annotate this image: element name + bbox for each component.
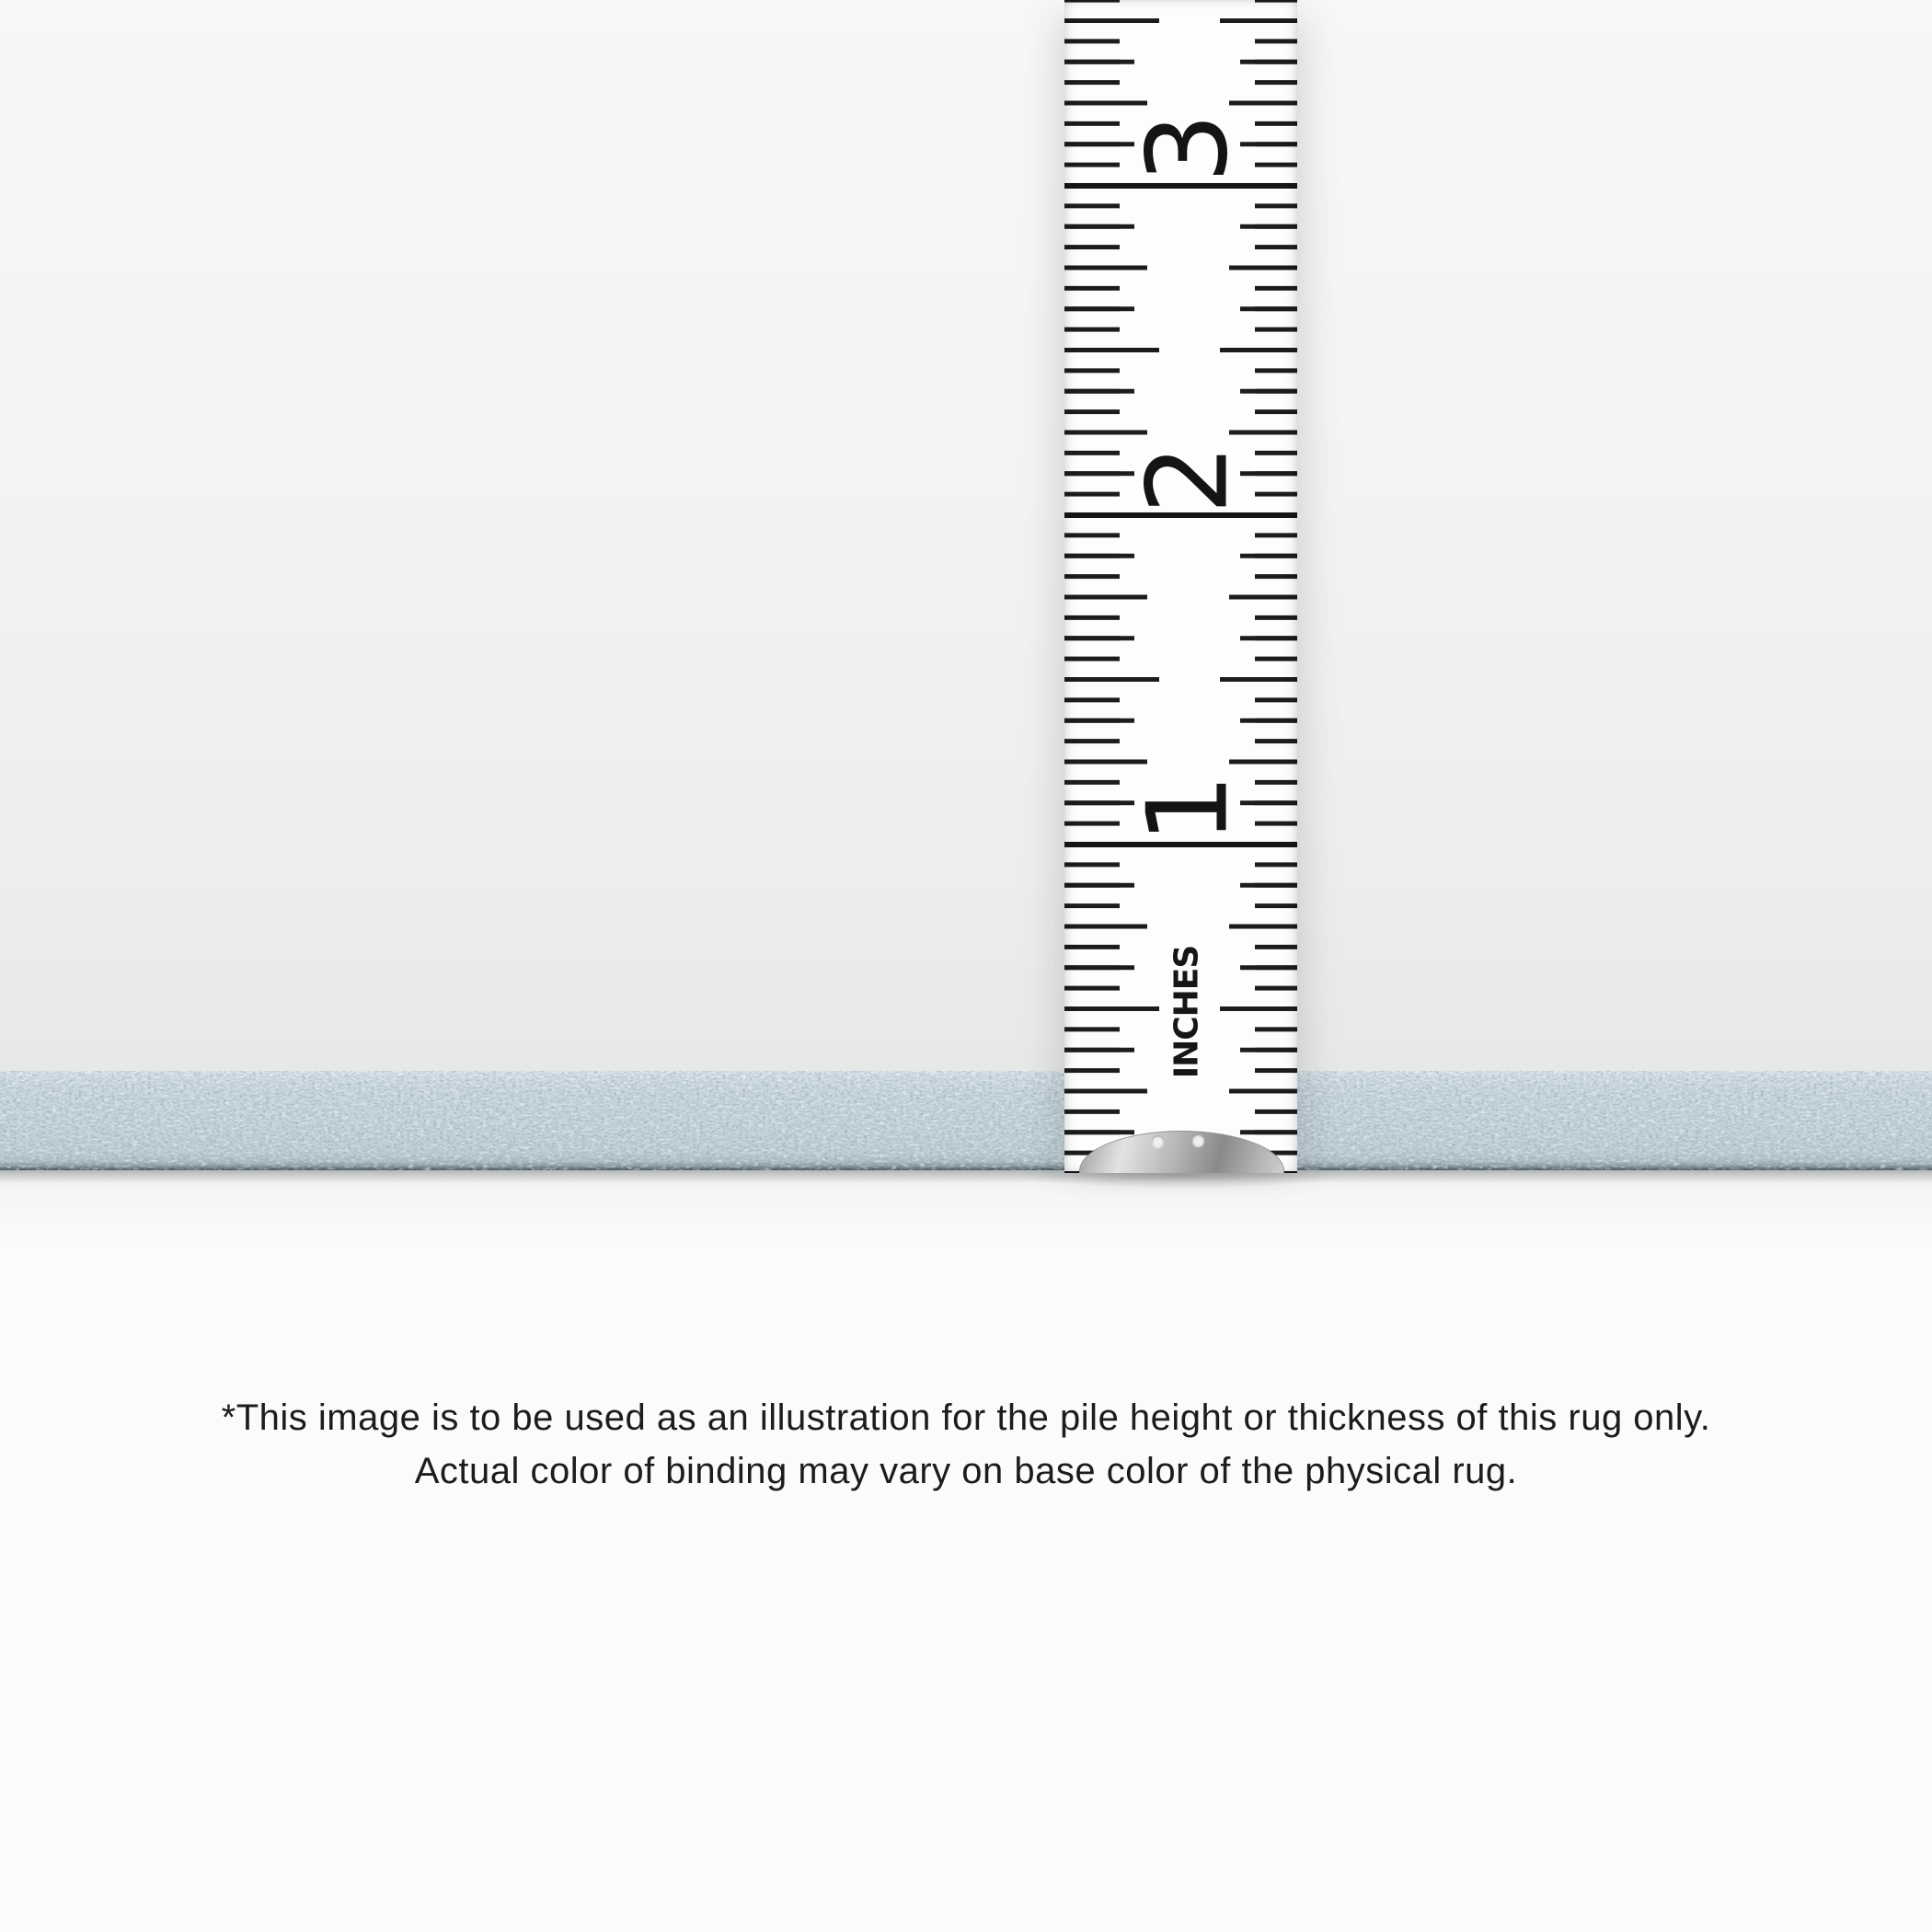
clip-rivet: [1192, 1134, 1204, 1146]
inch-mark-2-label: 2: [1124, 443, 1253, 515]
floor-surface: [0, 1170, 1932, 1932]
inch-mark-1-label: 1: [1124, 773, 1253, 845]
rug-cross-section: [0, 1071, 1932, 1170]
ruler: [1064, 0, 1297, 1173]
ruler-unit-label: INCHES: [1167, 945, 1206, 1079]
disclaimer-line-2: Actual color of binding may vary on base color of the physical rug.: [414, 1451, 1518, 1491]
rug-texture: [0, 1071, 1932, 1170]
clip-rivet: [1152, 1135, 1164, 1147]
disclaimer-text: [0, 1391, 1932, 1498]
rug-bottom-shadow: [0, 1170, 1932, 1183]
inch-mark-3-label: 3: [1124, 112, 1253, 184]
ruler-end-clip: [1079, 1131, 1284, 1173]
disclaimer-line-1: *This image is to be used as an illustration for the pile height or thickness of this rug only.: [221, 1397, 1711, 1438]
